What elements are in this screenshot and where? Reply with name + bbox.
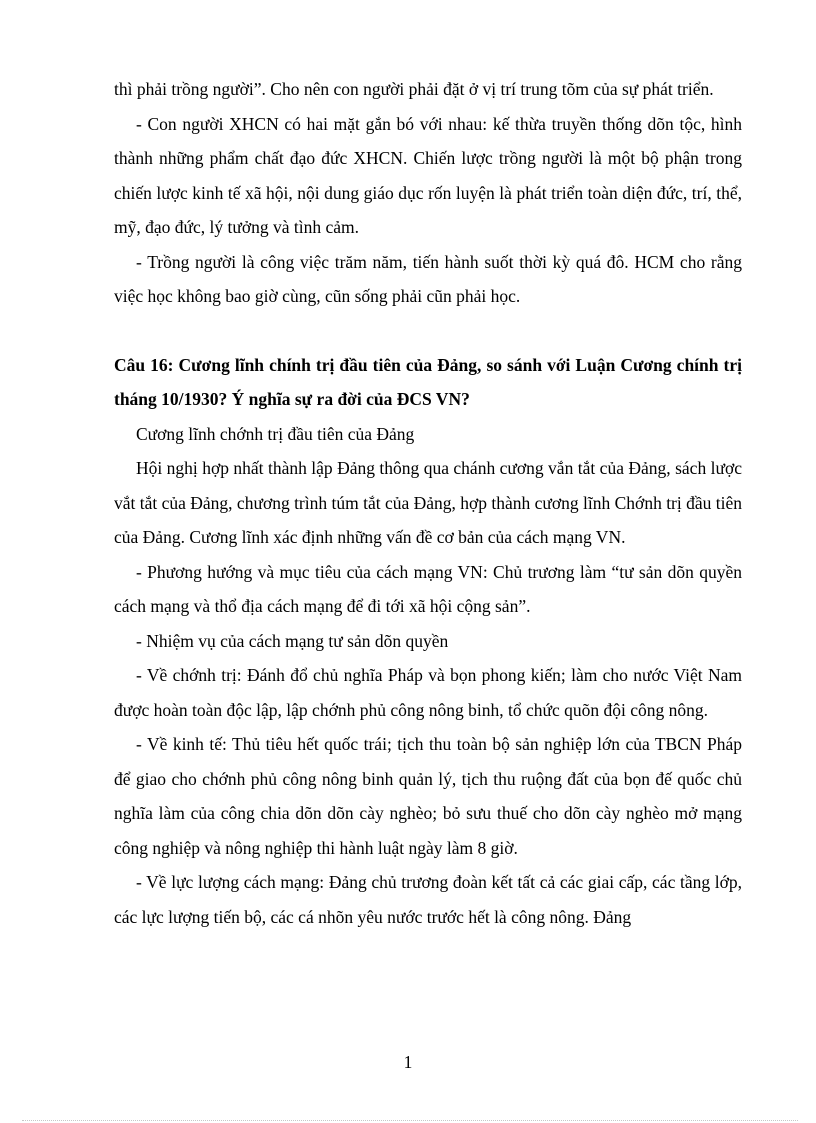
body-paragraph: Hội nghị hợp nhất thành lập Đảng thông qua chánh cương vắn tắt của Đảng, sách lược vắt tắt của Đảng, chương trình túm tắt của Đảng, hợp thành cương lĩnh Chớnh trị đầu tiên của Đảng. Cương lĩnh xác định những vấn đề cơ bản của cách mạng VN.: [114, 458, 743, 547]
subheading-paragraph: Cương lĩnh chớnh trị đầu tiên của Đảng: [136, 423, 415, 444]
page-bottom-divider: [22, 1120, 798, 1121]
page-content: [114, 72, 742, 934]
body-paragraph: - Nhiệm vụ của cách mạng tư sản dõn quyền: [136, 630, 449, 651]
body-paragraph: - Về chớnh trị: Đánh đổ chủ nghĩa Pháp và bọn phong kiến; làm cho nước Việt Nam được hoàn toàn độc lập, lập chớnh phủ công nông binh, tổ chức quõn đội công nông.: [114, 665, 742, 720]
section-heading: Câu 16: Cương lĩnh chính trị đầu tiên của Đảng, so sánh với Luận Cương chính trị tháng 10/1930? Ý nghĩa sự ra đời của ĐCS VN?: [114, 354, 742, 409]
body-paragraph: - Về lực lượng cách mạng: Đảng chủ trương đoàn kết tất cả các giai cấp, các tầng lớp, các lực lượng tiến bộ, các cá nhõn yêu nước trước hết là công nông. Đảng: [114, 872, 742, 927]
page-number: 1: [403, 1052, 413, 1072]
body-paragraph: - Trồng người là công việc trăm năm, tiến hành suốt thời kỳ quá đô. HCM cho rằng việc học không bao giờ cùng, cũn sống phải cũn phải học.: [114, 251, 742, 306]
body-paragraph: thì phải trồng người”. Cho nên con người phải đặt ở vị trí trung tõm của sự phát triển.: [114, 79, 714, 99]
body-paragraph: - Về kinh tế: Thủ tiêu hết quốc trái; tịch thu toàn bộ sản nghiệp lớn của TBCN Pháp để giao cho chớnh phủ công nông binh quản lý, tịch thu ruộng đất của bọn đế quốc chủ nghĩa làm của công chia dõn dõn cày nghèo; bỏ sưu thuế cho dõn cày nghèo mở mạng công nghiệp và nông nghiệp thi hành luật ngày làm 8 giờ.: [114, 734, 742, 858]
body-paragraph: - Phương hướng và mục tiêu của cách mạng VN: Chủ trương làm “tư sản dõn quyền cách mạng và thổ địa cách mạng để đi tới xã hội cộng sản”.: [114, 561, 742, 616]
body-paragraph: - Con người XHCN có hai mặt gắn bó với nhau: kế thừa truyền thống dõn tộc, hình thành những phẩm chất đạo đức XHCN. Chiến lược trồng người là một bộ phận trong chiến lược kinh tế xã hội, nội dung giáo dục rốn luyện là phát triển toàn diện đức, trí, thể, mỹ, đạo đức, lý tưởng và tình cảm.: [114, 113, 742, 237]
